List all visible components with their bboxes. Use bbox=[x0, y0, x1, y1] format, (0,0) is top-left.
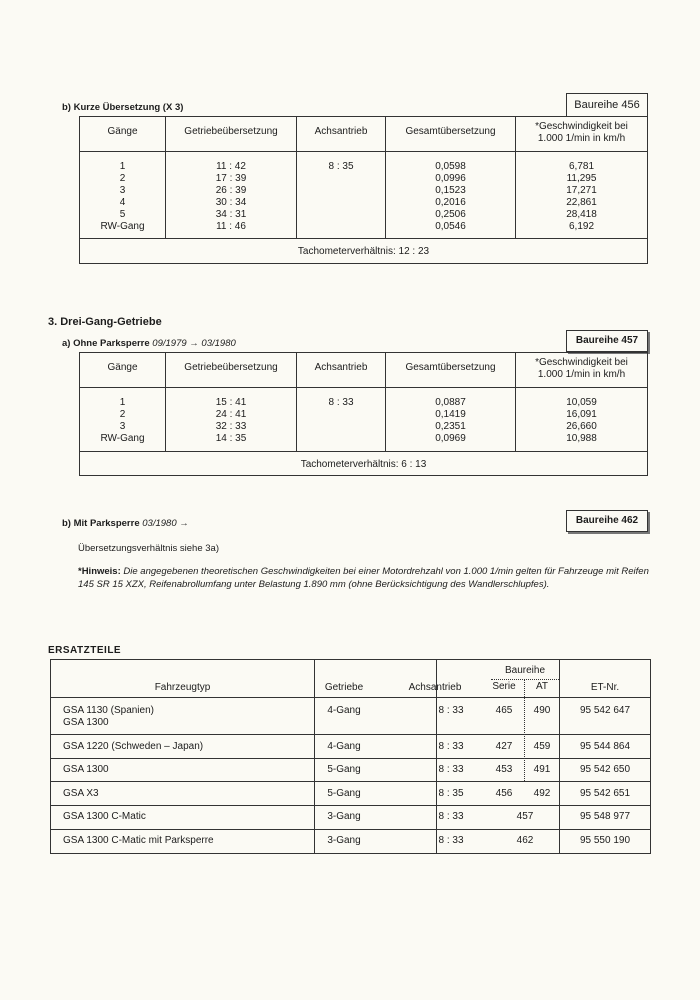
gears-column: 1 2 3 RW-Gang bbox=[100, 397, 145, 444]
header-axle: Achsantrieb bbox=[314, 362, 368, 373]
x3-gear-table bbox=[79, 116, 648, 264]
row-5-etnr: 95 548 977 bbox=[579, 811, 631, 822]
row-3-axle: 8 : 33 bbox=[438, 764, 464, 775]
row-6-etnr: 95 550 190 bbox=[579, 835, 631, 846]
row-1-vehicle: GSA 1130 (Spanien) GSA 1300 bbox=[63, 705, 154, 728]
section-3a-title bbox=[62, 338, 236, 349]
row-2-at: 459 bbox=[533, 741, 551, 752]
header-etnr: ET-Nr. bbox=[590, 682, 620, 693]
row-3-at: 491 bbox=[533, 764, 551, 775]
footnote-label: *Hinweis: bbox=[78, 566, 121, 577]
header-vehicle: Fahrzeugtyp bbox=[154, 682, 211, 693]
row-1-at: 490 bbox=[533, 705, 551, 716]
axle-value: 8 : 35 bbox=[328, 161, 354, 172]
row-4-serie: 456 bbox=[495, 788, 513, 799]
series-462-badge: Baureihe 462 bbox=[566, 510, 648, 532]
total-column: 0,0598 0,0996 0,1523 0,2016 0,2506 0,0546 bbox=[435, 161, 466, 232]
axle-value: 8 : 33 bbox=[328, 397, 354, 408]
row-5-axle: 8 : 33 bbox=[438, 811, 464, 822]
see-reference: Übersetzungsverhältnis siehe 3a) bbox=[78, 543, 219, 554]
row-6-axle: 8 : 33 bbox=[438, 835, 464, 846]
row-2-etnr: 95 544 864 bbox=[579, 741, 631, 752]
parts-table bbox=[50, 659, 651, 854]
header-speed-line2: 1.000 1/min in km/h bbox=[537, 133, 626, 144]
header-at: AT bbox=[535, 681, 549, 692]
header-serie: Serie bbox=[492, 681, 516, 692]
row-5-gearbox: 3-Gang bbox=[327, 811, 361, 822]
header-ratio: Getriebeübersetzung bbox=[184, 362, 278, 373]
row-2-axle: 8 : 33 bbox=[438, 741, 464, 752]
series-457-badge: Baureihe 457 bbox=[566, 330, 648, 352]
speed-column: 6,781 11,295 17,271 22,861 28,418 6,192 bbox=[566, 161, 597, 232]
header-total: Gesamtübersetzung bbox=[405, 126, 496, 137]
ratio-column: 11 : 42 17 : 39 26 : 39 30 : 34 34 : 31 11 : 46 bbox=[215, 161, 247, 232]
row-1-axle: 8 : 33 bbox=[438, 705, 464, 716]
section-3b-date: 03/1980 → bbox=[142, 518, 189, 529]
header-ratio: Getriebeübersetzung bbox=[184, 126, 278, 137]
header-gearbox: Getriebe bbox=[324, 682, 364, 693]
row-4-at: 492 bbox=[533, 788, 551, 799]
three-gear-table bbox=[79, 352, 648, 476]
ratio-column: 15 : 41 24 : 41 32 : 33 14 : 35 bbox=[215, 397, 247, 444]
header-speed-line1: *Geschwindigkeit bei bbox=[535, 121, 628, 132]
row-4-axle: 8 : 35 bbox=[438, 788, 464, 799]
header-series: Baureihe bbox=[504, 665, 546, 676]
row-3-gearbox: 5-Gang bbox=[327, 764, 361, 775]
header-gears: Gänge bbox=[107, 362, 138, 373]
x3-section-title: b) Kurze Übersetzung (X 3) bbox=[62, 102, 184, 113]
tacho-ratio: Tachometerverhältnis: 6 : 13 bbox=[300, 459, 427, 470]
header-speed-line2: 1.000 1/min in km/h bbox=[537, 369, 626, 380]
footnote bbox=[78, 565, 653, 591]
header-speed-line1: *Geschwindigkeit bei bbox=[535, 357, 628, 368]
row-6-gearbox: 3-Gang bbox=[327, 835, 361, 846]
row-2-serie: 427 bbox=[495, 741, 513, 752]
header-axle: Achsantrieb bbox=[408, 682, 462, 693]
total-column: 0,0887 0,1419 0,2351 0,0969 bbox=[435, 397, 466, 444]
row-6-series: 462 bbox=[516, 835, 534, 846]
row-1-etnr: 95 542 647 bbox=[579, 705, 631, 716]
gears-column: 1 2 3 4 5 RW-Gang bbox=[100, 161, 145, 232]
parts-title: ERSATZTEILE bbox=[48, 645, 122, 656]
row-4-vehicle: GSA X3 bbox=[63, 788, 99, 799]
speed-column: 10,059 16,091 26,660 10,988 bbox=[566, 397, 597, 444]
row-2-vehicle: GSA 1220 (Schweden – Japan) bbox=[63, 741, 204, 752]
footnote-text: Die angegebenen theoretischen Geschwindigkeiten bei einer Motordrehzahl von 1.000 1/min gelten für Fahrzeuge mit Reifen 145 SR 15 XZX, Reifenabrollumfang unter Belastung 1.890 mm (ohne Berücksichtigung des Wandlerschlupfes). bbox=[78, 566, 649, 590]
header-axle: Achsantrieb bbox=[314, 126, 368, 137]
header-gears: Gänge bbox=[107, 126, 138, 137]
row-3-vehicle: GSA 1300 bbox=[63, 764, 109, 775]
section-3b-title bbox=[62, 518, 189, 529]
row-1-gearbox: 4-Gang bbox=[327, 705, 361, 716]
row-5-series: 457 bbox=[516, 811, 534, 822]
section-3-title: 3. Drei-Gang-Getriebe bbox=[48, 316, 162, 328]
row-2-gearbox: 4-Gang bbox=[327, 741, 361, 752]
row-6-vehicle: GSA 1300 C-Matic mit Parksperre bbox=[63, 835, 214, 846]
section-3a-prefix: a) Ohne Parksperre bbox=[62, 338, 150, 349]
row-3-etnr: 95 542 650 bbox=[579, 764, 631, 775]
row-5-vehicle: GSA 1300 C-Matic bbox=[63, 811, 146, 822]
section-3b-prefix: b) Mit Parksperre bbox=[62, 518, 140, 529]
row-4-etnr: 95 542 651 bbox=[579, 788, 631, 799]
header-total: Gesamtübersetzung bbox=[405, 362, 496, 373]
row-3-serie: 453 bbox=[495, 764, 513, 775]
row-1-serie: 465 bbox=[495, 705, 513, 716]
row-4-gearbox: 5-Gang bbox=[327, 788, 361, 799]
section-3a-date: 09/1979 → 03/1980 bbox=[152, 338, 236, 349]
x3-series-badge: Baureihe 456 bbox=[566, 93, 648, 117]
tacho-ratio: Tachometerverhältnis: 12 : 23 bbox=[297, 246, 430, 257]
